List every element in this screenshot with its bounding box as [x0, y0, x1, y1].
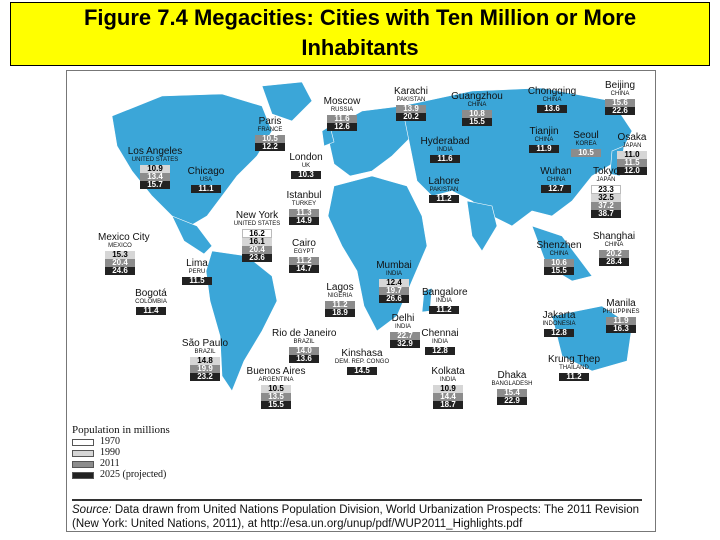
- city-country: RUSSIA: [330, 107, 354, 113]
- city-country: CHINA: [542, 97, 562, 103]
- city-label-tokyo: [586, 167, 626, 218]
- city-country: PERU: [188, 269, 206, 275]
- city-values: [544, 259, 574, 275]
- city-name: Tianjin: [529, 126, 559, 137]
- city-values: [140, 165, 170, 189]
- city-country: BANGLADESH: [491, 381, 533, 387]
- city-values: [136, 307, 166, 315]
- city-values: [605, 99, 635, 115]
- city-value: 14.4: [433, 393, 463, 401]
- city-values: [291, 171, 321, 179]
- city-label-wuhan: [536, 167, 576, 193]
- city-name: Beijing: [604, 80, 636, 91]
- city-value: 22.7: [390, 332, 420, 340]
- city-value: 11.6: [430, 155, 460, 163]
- city-value: 11.9: [529, 145, 559, 153]
- city-country: EGYPT: [293, 249, 315, 255]
- city-label-lima: [180, 259, 214, 285]
- city-name: Kolkata: [431, 366, 465, 377]
- city-value: 13.6: [537, 105, 567, 113]
- city-country: INDIA: [439, 377, 456, 383]
- city-value: 14.5: [347, 367, 377, 375]
- city-label-london: [286, 153, 326, 179]
- city-name: Lagos: [326, 282, 354, 293]
- city-country: BRAZIL: [194, 349, 216, 355]
- city-value: 37.2: [591, 202, 621, 210]
- city-country: PAKISTAN: [396, 97, 426, 103]
- city-label-kinshasa: [334, 349, 390, 375]
- city-label-karachi: [390, 87, 432, 121]
- source-prefix: Source:: [72, 504, 112, 516]
- city-value: 11.6: [327, 115, 357, 123]
- city-value: 15.5: [462, 118, 492, 126]
- city-values: [541, 185, 571, 193]
- city-label-seoul: [566, 131, 606, 157]
- city-label-rio-de-janeiro: [272, 329, 336, 363]
- city-country: MEXICO: [108, 243, 132, 249]
- city-country: JAPAN: [622, 143, 642, 149]
- city-country: ARGENTINA: [258, 377, 294, 383]
- city-country: INDIA: [394, 324, 411, 330]
- city-name: Dhaka: [497, 370, 527, 381]
- city-values: [289, 209, 319, 225]
- city-name: Delhi: [391, 313, 415, 324]
- city-value: 15.5: [261, 401, 291, 409]
- city-values: [242, 229, 272, 262]
- city-name: Seoul: [573, 130, 599, 141]
- city-value: 13.4: [140, 173, 170, 181]
- city-country: NIGERIA: [327, 293, 353, 299]
- city-label-cairo: [286, 239, 322, 273]
- city-value: 11.4: [136, 307, 166, 315]
- legend-label: 1970: [100, 436, 120, 447]
- city-country: THAILAND: [559, 365, 589, 371]
- city-name: Bangalore: [422, 287, 468, 298]
- city-value: 32.9: [390, 340, 420, 348]
- title-line-2: Inhabitants: [301, 35, 419, 60]
- city-label-tianjin: [524, 127, 564, 153]
- city-value: 24.6: [105, 267, 135, 275]
- city-name: Lima: [186, 258, 208, 269]
- city-country: UNITED STATES: [233, 221, 281, 227]
- city-label-mumbai: [372, 261, 416, 303]
- city-label-new-york: [232, 211, 282, 262]
- city-name: Shanghai: [592, 231, 636, 242]
- legend: [72, 424, 170, 480]
- city-values: [182, 277, 212, 285]
- city-country: COLOMBIA: [135, 299, 167, 305]
- city-value: 12.0: [617, 167, 647, 175]
- city-label-moscow: [320, 97, 364, 131]
- city-values: [190, 357, 220, 381]
- city-value: 23.6: [242, 254, 272, 262]
- legend-item-1970: [72, 437, 170, 447]
- city-country: TURKEY: [291, 201, 317, 207]
- city-label-mexico-city: [98, 232, 150, 275]
- legend-label: 2011: [100, 458, 120, 469]
- city-value: 11.2: [325, 301, 355, 309]
- city-country: KOREA: [575, 141, 597, 147]
- city-value: 22.9: [497, 397, 527, 405]
- city-value: 15.4: [497, 389, 527, 397]
- city-name: Kinshasa: [341, 348, 383, 359]
- city-values: [390, 332, 420, 348]
- city-values: [462, 110, 492, 126]
- city-values: [425, 347, 455, 355]
- city-value: 28.4: [599, 258, 629, 266]
- title-line-1: Figure 7.4 Megacities: Cities with Ten Million or More: [83, 5, 637, 30]
- city-values: [396, 105, 426, 121]
- city-label-bangalore: [422, 288, 466, 314]
- city-value: 10.5: [571, 149, 601, 157]
- legend-swatch: [72, 472, 94, 479]
- city-country: CHINA: [610, 91, 630, 97]
- city-name: Istanbul: [286, 190, 322, 201]
- city-country: FRANCE: [257, 127, 283, 133]
- city-name: Bogotá: [135, 288, 167, 299]
- city-value: 15.6: [605, 99, 635, 107]
- source-text: Data drawn from United Nations Population Division, World Urbanization Prospects: The 2011 Revision (New York: United Nations, 2011), at http://esa.un.org/unup/pdf/WUP2011_Highlights.pdf: [72, 504, 639, 530]
- city-value: 10.5: [261, 385, 291, 393]
- city-value: 13.9: [396, 105, 426, 113]
- city-name: Paris: [258, 116, 282, 127]
- city-values: [261, 385, 291, 409]
- city-value: 15.7: [140, 181, 170, 189]
- city-value: 14.9: [289, 217, 319, 225]
- city-value: 16.3: [606, 325, 636, 333]
- city-values: [571, 149, 601, 157]
- legend-label: 2025 (projected): [100, 469, 167, 480]
- city-values: [559, 373, 589, 381]
- city-name: Chongqing: [527, 86, 577, 97]
- city-label-kolkata: [428, 367, 468, 409]
- city-value: 11.5: [182, 277, 212, 285]
- city-label-sao-paulo: [178, 339, 232, 381]
- city-name: Karachi: [394, 86, 428, 97]
- city-value: 11.2: [289, 257, 319, 265]
- city-values: [255, 135, 285, 151]
- city-name: Krung Thep: [547, 354, 601, 365]
- city-value: 18.9: [325, 309, 355, 317]
- city-value: 19.9: [190, 365, 220, 373]
- city-name: Rio de Janeiro: [272, 328, 337, 339]
- india-shape: [467, 201, 497, 251]
- city-value: 11.1: [191, 185, 221, 193]
- city-name: Chennai: [421, 328, 459, 339]
- city-country: UK: [301, 163, 311, 169]
- city-value: 16.1: [242, 238, 272, 246]
- city-value: 26.6: [379, 295, 409, 303]
- city-country: CHINA: [549, 251, 569, 257]
- city-label-istanbul: [284, 191, 324, 225]
- city-label-hyderabad: [420, 137, 470, 163]
- city-country: PHILIPPINES: [602, 309, 640, 315]
- legend-label: 1990: [100, 447, 120, 458]
- city-country: DEM. REP. CONGO: [334, 359, 390, 365]
- city-values: [433, 385, 463, 409]
- city-value: 20.4: [105, 259, 135, 267]
- city-value: 10.8: [462, 110, 492, 118]
- city-value: 16.2: [242, 229, 272, 238]
- city-value: 32.5: [591, 194, 621, 202]
- city-values: [191, 185, 221, 193]
- city-label-chongqing: [524, 87, 580, 113]
- city-values: [544, 329, 574, 337]
- city-label-dhaka: [484, 371, 540, 405]
- city-values: [327, 115, 357, 131]
- city-label-lagos: [320, 283, 360, 317]
- city-value: 12.8: [544, 329, 574, 337]
- city-country: CHINA: [546, 177, 566, 183]
- city-values: [379, 279, 409, 303]
- city-country: CHINA: [467, 102, 487, 108]
- city-values: [289, 347, 319, 363]
- city-value: 14.8: [190, 357, 220, 365]
- city-name: Shenzhen: [536, 240, 582, 251]
- city-country: JAPAN: [596, 177, 616, 183]
- city-name: Moscow: [323, 96, 361, 107]
- city-name: Tokyo: [592, 166, 620, 177]
- legend-swatch: [72, 439, 94, 446]
- city-name: Jakarta: [542, 310, 576, 321]
- city-name: Chicago: [187, 166, 225, 177]
- city-country: INDIA: [431, 339, 448, 345]
- city-label-guangzhou: [450, 92, 504, 126]
- legend-item-1990: [72, 448, 170, 458]
- legend-item-2025: [72, 470, 170, 480]
- city-values: [599, 250, 629, 266]
- source-note: [72, 499, 642, 531]
- city-label-krung-thep: [546, 355, 602, 381]
- city-name: Los Angeles: [127, 146, 183, 157]
- city-value: 11.2: [559, 373, 589, 381]
- city-country: INDIA: [435, 298, 452, 304]
- city-label-bogota: [128, 289, 174, 315]
- city-name: Buenos Aires: [246, 366, 306, 377]
- title-banner: [10, 2, 710, 66]
- city-label-buenos-aires: [246, 367, 306, 409]
- city-name: London: [289, 152, 323, 163]
- legend-title: Population in millions: [72, 424, 170, 436]
- city-value: 10.3: [291, 171, 321, 179]
- city-value: 13.5: [261, 393, 291, 401]
- city-label-chennai: [420, 329, 460, 355]
- city-label-delhi: [390, 314, 416, 348]
- city-value: 12.7: [541, 185, 571, 193]
- city-value: 12.4: [379, 279, 409, 287]
- city-name: Mumbai: [376, 260, 412, 271]
- city-value: 18.7: [433, 401, 463, 409]
- city-value: 15.3: [105, 251, 135, 259]
- legend-swatch: [72, 450, 94, 457]
- city-values: [325, 301, 355, 317]
- city-values: [429, 306, 459, 314]
- city-value: 23.3: [591, 185, 621, 194]
- city-value: 14.7: [289, 265, 319, 273]
- city-value: 10.5: [255, 135, 285, 143]
- city-label-shanghai: [590, 232, 638, 266]
- city-name: Wuhan: [540, 166, 572, 177]
- city-label-los-angeles: [125, 147, 185, 189]
- city-value: 20.2: [599, 250, 629, 258]
- city-value: 11.0: [617, 151, 647, 159]
- city-values: [606, 317, 636, 333]
- city-country: CHINA: [534, 137, 554, 143]
- city-country: BRAZIL: [293, 339, 315, 345]
- city-country: CHINA: [604, 242, 624, 248]
- legend-swatch: [72, 461, 94, 468]
- city-name: New York: [235, 210, 279, 221]
- city-name: Manila: [606, 298, 636, 309]
- city-values: [289, 257, 319, 273]
- city-country: PAKISTAN: [429, 187, 459, 193]
- city-country: INDIA: [385, 271, 402, 277]
- city-values: [497, 389, 527, 405]
- city-values: [347, 367, 377, 375]
- city-label-lahore: [424, 177, 464, 203]
- city-values: [429, 195, 459, 203]
- city-name: Hyderabad: [420, 136, 470, 147]
- city-label-manila: [598, 299, 644, 333]
- city-value: 38.7: [591, 210, 621, 218]
- city-name: Guangzhou: [451, 91, 503, 102]
- city-value: 19.7: [379, 287, 409, 295]
- city-name: Osaka: [617, 132, 647, 143]
- city-label-beijing: [600, 81, 640, 115]
- city-label-chicago: [186, 167, 226, 193]
- city-value: 10.6: [544, 259, 574, 267]
- city-values: [591, 185, 621, 218]
- city-name: São Paulo: [181, 338, 229, 349]
- city-value: 12.6: [327, 123, 357, 131]
- city-value: 13.6: [289, 355, 319, 363]
- city-value: 10.9: [140, 165, 170, 173]
- city-value: 15.5: [544, 267, 574, 275]
- city-values: [105, 251, 135, 275]
- city-value: 20.4: [242, 246, 272, 254]
- city-value: 20.2: [396, 113, 426, 121]
- city-value: 11.9: [606, 317, 636, 325]
- city-country: USA: [199, 177, 213, 183]
- city-country: INDIA: [436, 147, 453, 153]
- city-value: 11.5: [617, 159, 647, 167]
- city-name: Mexico City: [98, 232, 150, 243]
- city-values: [430, 155, 460, 163]
- city-value: 11.3: [289, 209, 319, 217]
- city-label-shenzhen: [532, 241, 586, 275]
- city-values: [529, 145, 559, 153]
- city-name: Lahore: [428, 176, 460, 187]
- city-label-jakarta: [536, 311, 582, 337]
- city-name: Cairo: [292, 238, 316, 249]
- city-values: [537, 105, 567, 113]
- city-value: 10.9: [433, 385, 463, 393]
- city-value: 11.2: [429, 306, 459, 314]
- city-value: 22.6: [605, 107, 635, 115]
- city-label-paris: [252, 117, 288, 151]
- city-country: INDONESIA: [542, 321, 576, 327]
- city-value: 23.2: [190, 373, 220, 381]
- legend-item-2011: [72, 459, 170, 469]
- city-country: UNITED STATES: [131, 157, 179, 163]
- city-value: 14.0: [289, 347, 319, 355]
- city-value: 12.2: [255, 143, 285, 151]
- city-value: 12.8: [425, 347, 455, 355]
- city-value: 11.2: [429, 195, 459, 203]
